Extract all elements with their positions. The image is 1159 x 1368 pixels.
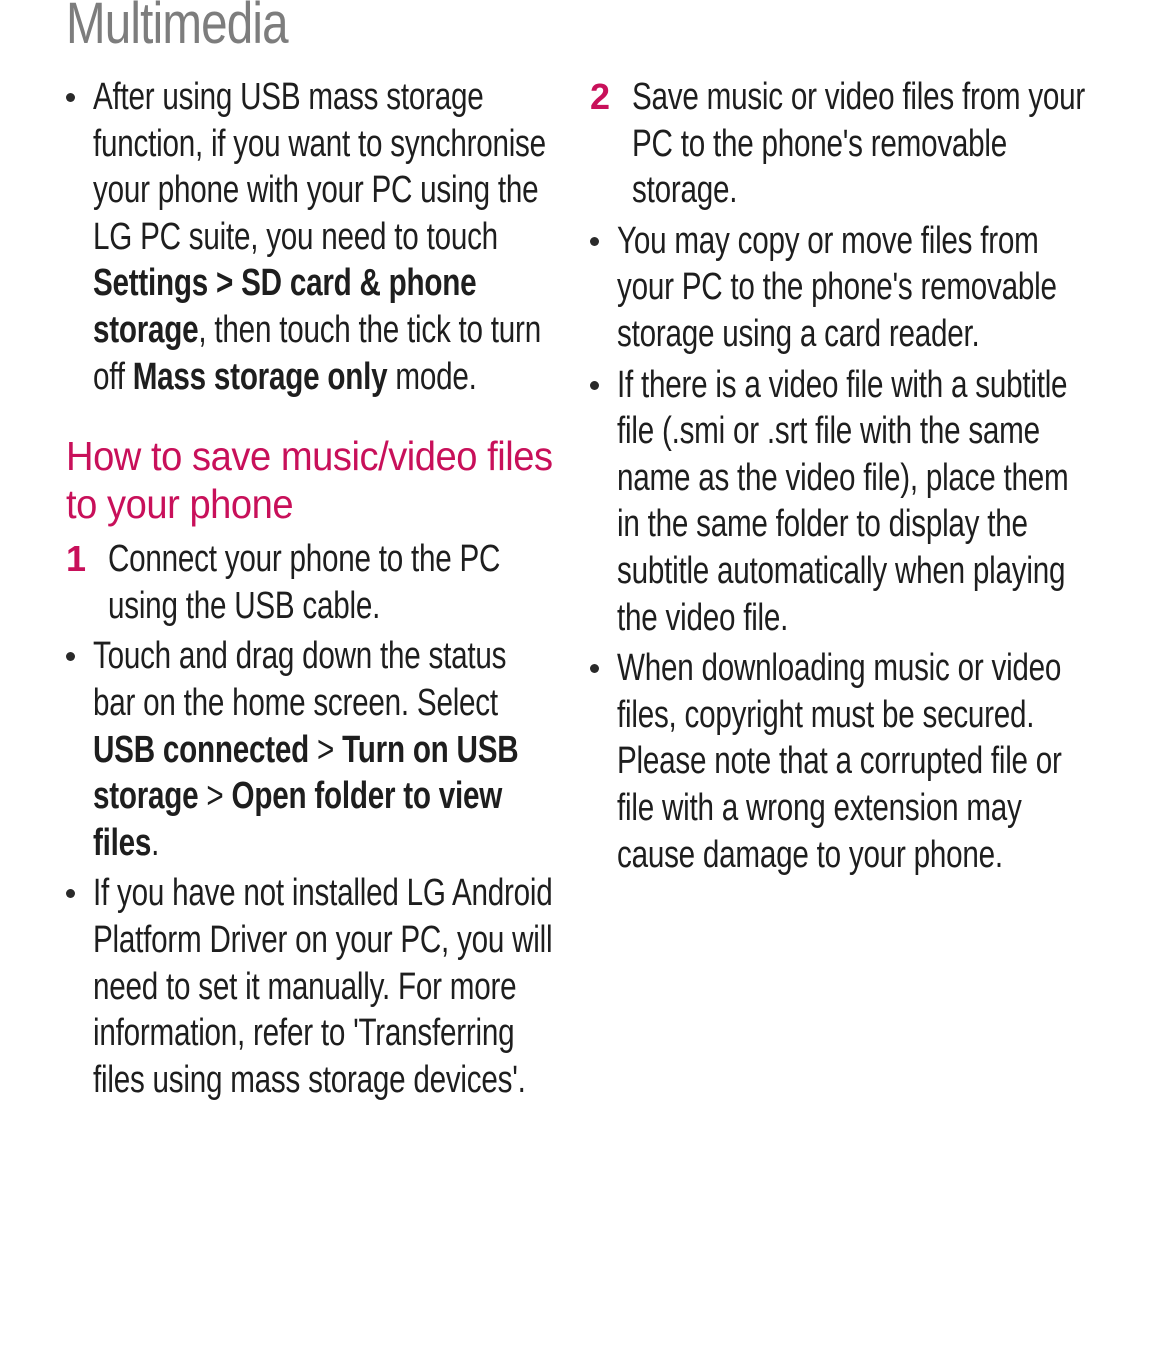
bullet-text: When downloading music or video files, copyright must be secured. Please note that a corrupted file or file with a wrong extension may cause damage to your phone.: [617, 647, 1062, 876]
text-run: After using USB mass storage function, if you want to synchronise your phone with your PC using the LG PC suite, you need to touch: [93, 76, 546, 258]
menu-path-settings: Settings > SD card & phone storage: [93, 262, 477, 351]
text-run: >: [198, 775, 232, 818]
step-2: [590, 74, 1090, 214]
page-title: Multimedia: [66, 0, 288, 56]
step-number: 2: [590, 76, 610, 117]
bullet-text: You may copy or move files from your PC to the phone's removable storage using a card reader.: [617, 219, 1057, 355]
left-column: [66, 74, 556, 1107]
bullet-copy-files: [590, 218, 1090, 358]
text-run: >: [309, 728, 343, 771]
step-number: 1: [66, 538, 86, 580]
bullet-usb-mass-storage: [66, 74, 556, 400]
text-run: Touch and drag down the status bar on the home screen. Select: [93, 635, 507, 724]
bullet-driver-install: [66, 870, 556, 1103]
bullet-subtitle-file: [590, 362, 1090, 642]
bullet-dot-icon: [66, 652, 75, 661]
bullet-dot-icon: [590, 664, 599, 673]
bullet-text: [93, 74, 555, 400]
bullet-copyright: [590, 645, 1090, 878]
text-run: , then touch the tick to turn off: [93, 308, 541, 398]
option-turn-on-usb-storage: Turn on USB storage: [93, 728, 519, 818]
bullet-dot-icon: [66, 93, 75, 102]
step-text: Connect your phone to the PC using the USB cable.: [108, 538, 501, 627]
right-column: [590, 74, 1090, 882]
bullet-dot-icon: [590, 237, 599, 246]
option-open-folder: Open folder to view files: [93, 775, 503, 864]
text-run: .: [151, 821, 160, 864]
bullet-text: If there is a video file with a subtitle file (.smi or .srt file with the same name as the video file), place them in the same folder to display the subtitle automatically when playing the video file.: [617, 363, 1069, 639]
bullet-dot-icon: [590, 381, 599, 390]
bullet-touch-and-drag: [66, 633, 556, 866]
bullet-dot-icon: [66, 889, 75, 898]
bullet-text: [93, 633, 555, 866]
section-heading: How to save music/video files to your phone: [66, 433, 553, 528]
bullet-text: If you have not installed LG Android Platform Driver on your PC, you will need to set it manually. For more information, refer to 'Transferring files using mass storage devices'.: [93, 872, 553, 1101]
step-1: [66, 536, 556, 629]
option-usb-connected: USB connected: [93, 728, 310, 771]
text-run: mode.: [387, 355, 477, 398]
option-mass-storage-only: Mass storage only: [132, 355, 388, 398]
step-text: Save music or video files from your PC to the phone's removable storage.: [632, 76, 1086, 212]
